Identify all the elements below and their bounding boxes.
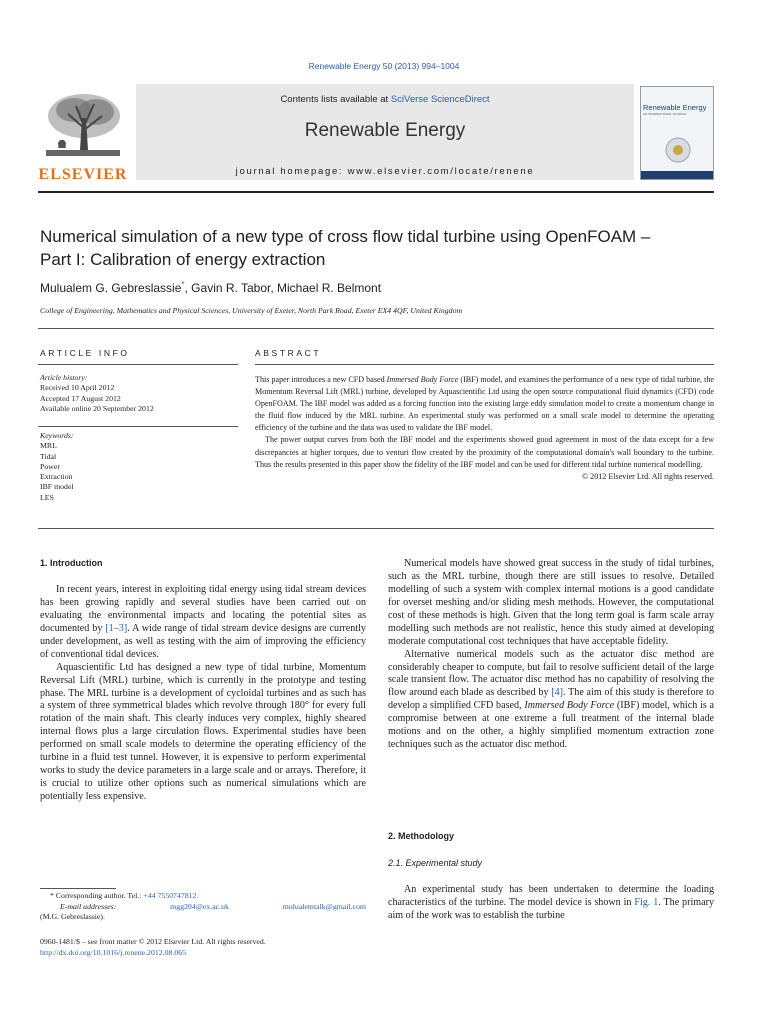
email-link-2[interactable]: mulualemtalk@gmail.com (282, 901, 366, 911)
introduction-heading: 1. Introduction (40, 558, 103, 568)
reference-link[interactable]: [4] (551, 687, 564, 699)
elsevier-logo (38, 88, 128, 182)
abstract-heading: ABSTRACT (255, 348, 322, 358)
abstract-emphasis: Immersed Body Force (386, 375, 459, 384)
intro-text: In recent years, interest in exploiting tidal energy using tidal stream devices has been growing rapidly and several studies have been carried out on evaluating the environmental impacts and locating the potential sites as documented by (40, 584, 366, 634)
right-text: . The primary aim of the work was to establish the turbine (388, 896, 714, 921)
keyword-item: Power (40, 461, 60, 471)
affiliation: College of Engineering, Mathematics and Physical Sciences, University of Exeter, North Park Road, Exeter EX4 4QF, United Kingdom (40, 306, 463, 315)
publication-info (40, 937, 380, 958)
right-paragraph-3 (388, 884, 714, 923)
corresponding-author-mark[interactable]: * (181, 280, 185, 289)
history-label: Article history: (40, 373, 88, 382)
abstract-paragraph-2: The power output curves from both the IBF model and the experiments showed good agreement in most of the data except for a few discrepancies at higher torques, due to venturi flow created by the proximity of the computational domain's wall boundary to the turbine. Thus the results presented in this paper show the fidelity of the IBF model and can be used for different tidal turbine numerical modelling. (255, 435, 714, 469)
title-line-1: Numerical simulation of a new type of cross flow tidal turbine using OpenFOAM – (40, 227, 651, 246)
intro-paragraph-1 (40, 584, 366, 662)
title-rule (38, 328, 714, 329)
abstract-text: (IBF) model, and examines the performance of a new type of tidal turbine, the Momentum Reversal Lift (MRL) turbine, developed by Aquascientific Ltd using the open source computational fluid dynamics (CFD) code OpenFOAM. The IBF model was added as a forcing function into the existing large eddy simulation model to create a momentum change in the fluid flow induced by the MRL turbine. An experimental study was performed on a small scale model to determine the operating efficiency of the turbine and the data was used to validate the IBF model. (255, 375, 714, 433)
journal-title: Renewable Energy (304, 120, 466, 141)
experimental-study-heading: 2.1. Experimental study (388, 858, 483, 868)
online-date: Available online 20 September 2012 (40, 403, 154, 413)
right-paragraph-2 (388, 649, 714, 753)
abstract-bottom-rule (38, 528, 714, 529)
right-paragraph-1: Numerical models have showed great success in the study of tidal turbines, such as the MRL turbine, though there are still issues to resolve. Detailed modelling of such a system with complex internal motions is a good candidate for overset meshing and/or sliding mesh methods. However, the computational cost of these methods is high. Given that the long term goal is farm scale array modelling such methods are not realistic, hence this study aimed at developing moderate computational cost techniques that have acceptable fidelity. (388, 558, 714, 647)
right-emphasis: Immersed Body Force (524, 700, 615, 712)
footnote-text: * Corresponding author. Tel.: (50, 891, 144, 900)
journal-banner (136, 84, 634, 180)
title-line-2: Part I: Calibration of energy extraction (40, 250, 326, 269)
cover-emblem-icon (663, 135, 693, 165)
other-authors: , Gavin R. Tabor, Michael R. Belmont (184, 281, 382, 295)
article-info-rule (38, 364, 238, 365)
received-date: Received 10 April 2012 (40, 383, 115, 393)
contents-line (136, 94, 634, 105)
contents-prefix: Contents lists available at (280, 94, 389, 105)
introduction-body (40, 584, 366, 804)
right-column-body (388, 558, 714, 752)
abstract-text: This paper introduces a new CFD based (255, 375, 387, 384)
right-text: . The aim of this study is therefore to develop a simplified CFD based, (388, 687, 715, 712)
keyword-item: IBF model (40, 482, 74, 492)
sciencedirect-link[interactable]: SciVerse ScienceDirect (390, 94, 490, 105)
reference-link[interactable]: [1–3] (105, 622, 128, 634)
elsevier-tree-logo-icon (38, 88, 128, 166)
cover-title: Renewable Energy (643, 103, 707, 112)
abstract-rule (255, 364, 714, 365)
figure-link[interactable]: Fig. 1 (634, 896, 659, 908)
author-1: Mulualem G. Gebreslassie (40, 281, 182, 295)
cover-footer-band (641, 171, 714, 180)
keyword-item: Tidal (40, 451, 57, 461)
phone-link[interactable]: +44 7550747812. (143, 891, 199, 900)
corresponding-author-note (40, 891, 366, 902)
journal-cover-image (640, 86, 714, 180)
email-link-1[interactable]: mgg204@ex.ac.uk (170, 901, 229, 911)
keywords-label: Keywords: (40, 431, 74, 440)
journal-homepage[interactable]: journal homepage: www.elsevier.com/locate/renene (235, 166, 535, 177)
methodology-heading: 2. Methodology (388, 831, 454, 841)
abstract-copyright: © 2012 Elsevier Ltd. All rights reserved. (581, 471, 714, 481)
email-line (40, 902, 366, 913)
keywords-block (40, 431, 240, 503)
author-list (40, 280, 381, 295)
issn-line: 0960-1481/$ – see front matter © 2012 Elsevier Ltd. All rights reserved. (40, 937, 266, 946)
footnote-rule (40, 888, 116, 889)
header-rule (38, 191, 714, 193)
abstract-paragraph-1 (255, 374, 714, 434)
intro-text: . A wide range of tidal stream device designs are currently under development, as well as testing with the aim of improving the efficiency of conventional tidal devices. (40, 622, 366, 660)
intro-paragraph-2: Aquascientific Ltd has designed a new type of tidal turbine, Momentum Reversal Lift (MRL) turbine, which is currently in the prototype and testing phase. The MRL turbine is a development of cycloidal turbines and as such has a system of three symmetrical blades which revolve through 180° for every full rotation of the main shaft. This clearly induces very complex, highly sheared internal flows plus a large circulation flows. Experimental studies have been performed on small scale models to determine the operating efficiency of the turbine in a fluid test tunnel. However, it is expensive to perform experimental works to study the device parameters in a large scale and or arrays. Therefore, it is crucial to utilize other options such as numerical simulations which are potentially less expensive. (40, 661, 366, 802)
email-label: E-mail addresses: (60, 901, 117, 911)
article-title (40, 225, 716, 271)
keyword-item: LES (40, 492, 54, 502)
accepted-date: Accepted 17 August 2012 (40, 393, 121, 403)
experimental-study-body (388, 884, 714, 923)
right-text: An experimental study has been undertaken to determine the loading characteristics of the turbine. The model device is shown in (388, 884, 714, 908)
keywords-rule (38, 426, 238, 427)
keyword-item: MRL (40, 441, 57, 451)
right-text: Alternative numerical models such as the actuator disc method are considerably cheaper to compute, but fail to resolve sufficient detail of the large scale transient flow. The actuator disc method has no capability of resolving the flow around each blade as described by (388, 648, 714, 699)
cover-subtitle: AN INTERNATIONAL JOURNAL (643, 112, 687, 116)
abstract-body (255, 374, 714, 483)
doi-link[interactable]: http://dx.doi.org/10.1016/j.renene.2012.08.065 (40, 947, 187, 957)
right-text: (IBF) model, which is a compromise between at one extreme a full treatment of the internal blade motions and on the other, a highly simplified momentum extraction zone techniques such as the actuator disc method. (388, 700, 714, 751)
article-info-heading: ARTICLE INFO (40, 348, 130, 358)
footnote (40, 891, 366, 923)
footnote-name: (M.G. Gebreslassie). (40, 912, 105, 921)
journal-citation[interactable]: Renewable Energy 50 (2013) 994–1004 (308, 61, 460, 71)
article-history (40, 373, 240, 414)
elsevier-wordmark: ELSEVIER (38, 166, 128, 183)
keyword-item: Extraction (40, 472, 73, 482)
